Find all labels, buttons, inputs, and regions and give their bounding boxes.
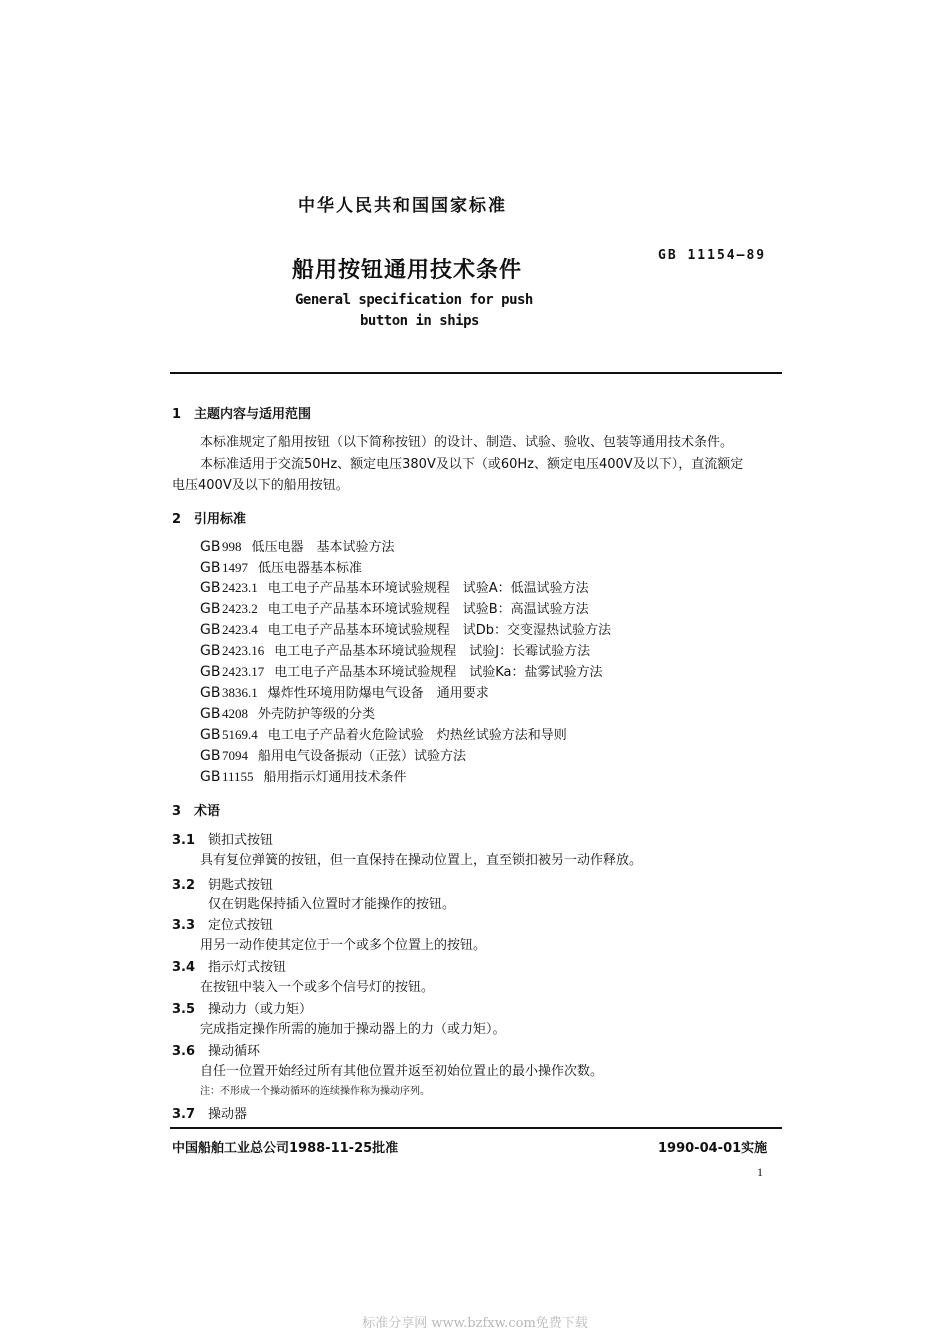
reference-item: GB 1497 低压电器基本标准 — [200, 560, 363, 576]
term-3-2-definition: 仅在钥匙保持插入位置时才能操作的按钮。 — [208, 897, 456, 912]
section-1-paragraph-2: 本标准适用于交流50Hz、额定电压380V及以下（或60Hz、额定电压400V及以下），直流额定 — [200, 457, 744, 472]
term-3-1-definition: 具有复位弹簧的按钮，但一直保持在操动位置上，直至锁扣被另一动作释放。 — [200, 853, 643, 868]
reference-item: GB 2423.4 电工电子产品基本环境试验规程 试Db：交变湿热试验方法 — [200, 622, 612, 638]
watermark: 标准分享网 www.bzfxw.com免费下载 — [362, 1316, 588, 1331]
reference-item: GB 4208 外壳防护等级的分类 — [200, 706, 376, 722]
term-3-3-heading: 3.3 定位式按钮 — [172, 918, 274, 933]
reference-item: GB 3836.1 爆炸性环境用防爆电气设备 通用要求 — [200, 685, 489, 701]
approval-statement: 中国船舶工业总公司1988-11-25批准 — [172, 1141, 399, 1156]
reference-item: GB 998 低压电器 基本试验方法 — [200, 539, 395, 555]
document-title-en-line2: button in ships — [360, 313, 479, 329]
reference-item: GB 11155 船用指示灯通用技术条件 — [200, 769, 407, 785]
section-1-heading — [172, 403, 311, 422]
term-3-7-heading: 3.7 操动器 — [172, 1107, 248, 1122]
implementation-date: 1990-04-01实施 — [658, 1141, 768, 1156]
footer-divider — [170, 1127, 782, 1129]
reference-item: GB 5169.4 电工电子产品着火危险试验 灼热丝试验方法和导则 — [200, 727, 567, 743]
header-divider — [170, 372, 782, 374]
document-title-en-line1: General specification for push — [295, 292, 533, 308]
reference-item: GB 2423.1 电工电子产品基本环境试验规程 试验A：低温试验方法 — [200, 580, 589, 596]
term-3-1-heading: 3.1 锁扣式按钮 — [172, 833, 274, 848]
term-3-5-definition: 完成指定操作所需的施加于操动器上的力（或力矩）。 — [200, 1022, 506, 1037]
section-title: 引用标准 — [194, 512, 247, 527]
section-3-heading — [172, 800, 220, 819]
section-title: 术语 — [194, 804, 221, 819]
term-3-4-heading: 3.4 指示灯式按钮 — [172, 960, 287, 975]
section-1-paragraph-1: 本标准规定了船用按钮（以下简称按钮）的设计、制造、试验、验收、包装等通用技术条件。 — [200, 435, 734, 450]
section-number: 2 — [172, 512, 182, 527]
page-number: 1 — [757, 1165, 763, 1179]
reference-item: GB 2423.17 电工电子产品基本环境试验规程 试验Ka：盐雾试验方法 — [200, 664, 603, 680]
standard-number: GB 11154—89 — [658, 248, 767, 263]
term-3-6-note: 注：不形成一个操动循环的连续操作称为操动序列。 — [200, 1086, 430, 1097]
term-3-4-definition: 在按钮中装入一个或多个信号灯的按钮。 — [200, 980, 435, 995]
term-3-5-heading: 3.5 操动力（或力矩） — [172, 1002, 313, 1017]
section-1-paragraph-2-continued: 电压400V及以下的船用按钮。 — [172, 478, 349, 493]
term-3-2-heading: 3.2 钥匙式按钮 — [172, 878, 274, 893]
section-number: 1 — [172, 407, 182, 422]
section-title: 主题内容与适用范围 — [194, 407, 312, 422]
term-3-6-heading: 3.6 操动循环 — [172, 1044, 261, 1059]
document-title-cn: 船用按钮通用技术条件 — [292, 258, 523, 283]
national-standard-heading: 中华人民共和国国家标准 — [298, 196, 507, 216]
reference-item: GB 7094 船用电气设备振动（正弦）试验方法 — [200, 748, 467, 764]
reference-item: GB 2423.16 电工电子产品基本环境试验规程 试验J：长霉试验方法 — [200, 643, 591, 659]
section-number: 3 — [172, 804, 182, 819]
term-3-6-definition: 自任一位置开始经过所有其他位置并返至初始位置止的最小操作次数。 — [200, 1064, 604, 1079]
term-3-3-definition: 用另一动作使其定位于一个或多个位置上的按钮。 — [200, 938, 487, 953]
reference-item: GB 2423.2 电工电子产品基本环境试验规程 试验B：高温试验方法 — [200, 601, 589, 617]
section-2-heading — [172, 508, 246, 527]
